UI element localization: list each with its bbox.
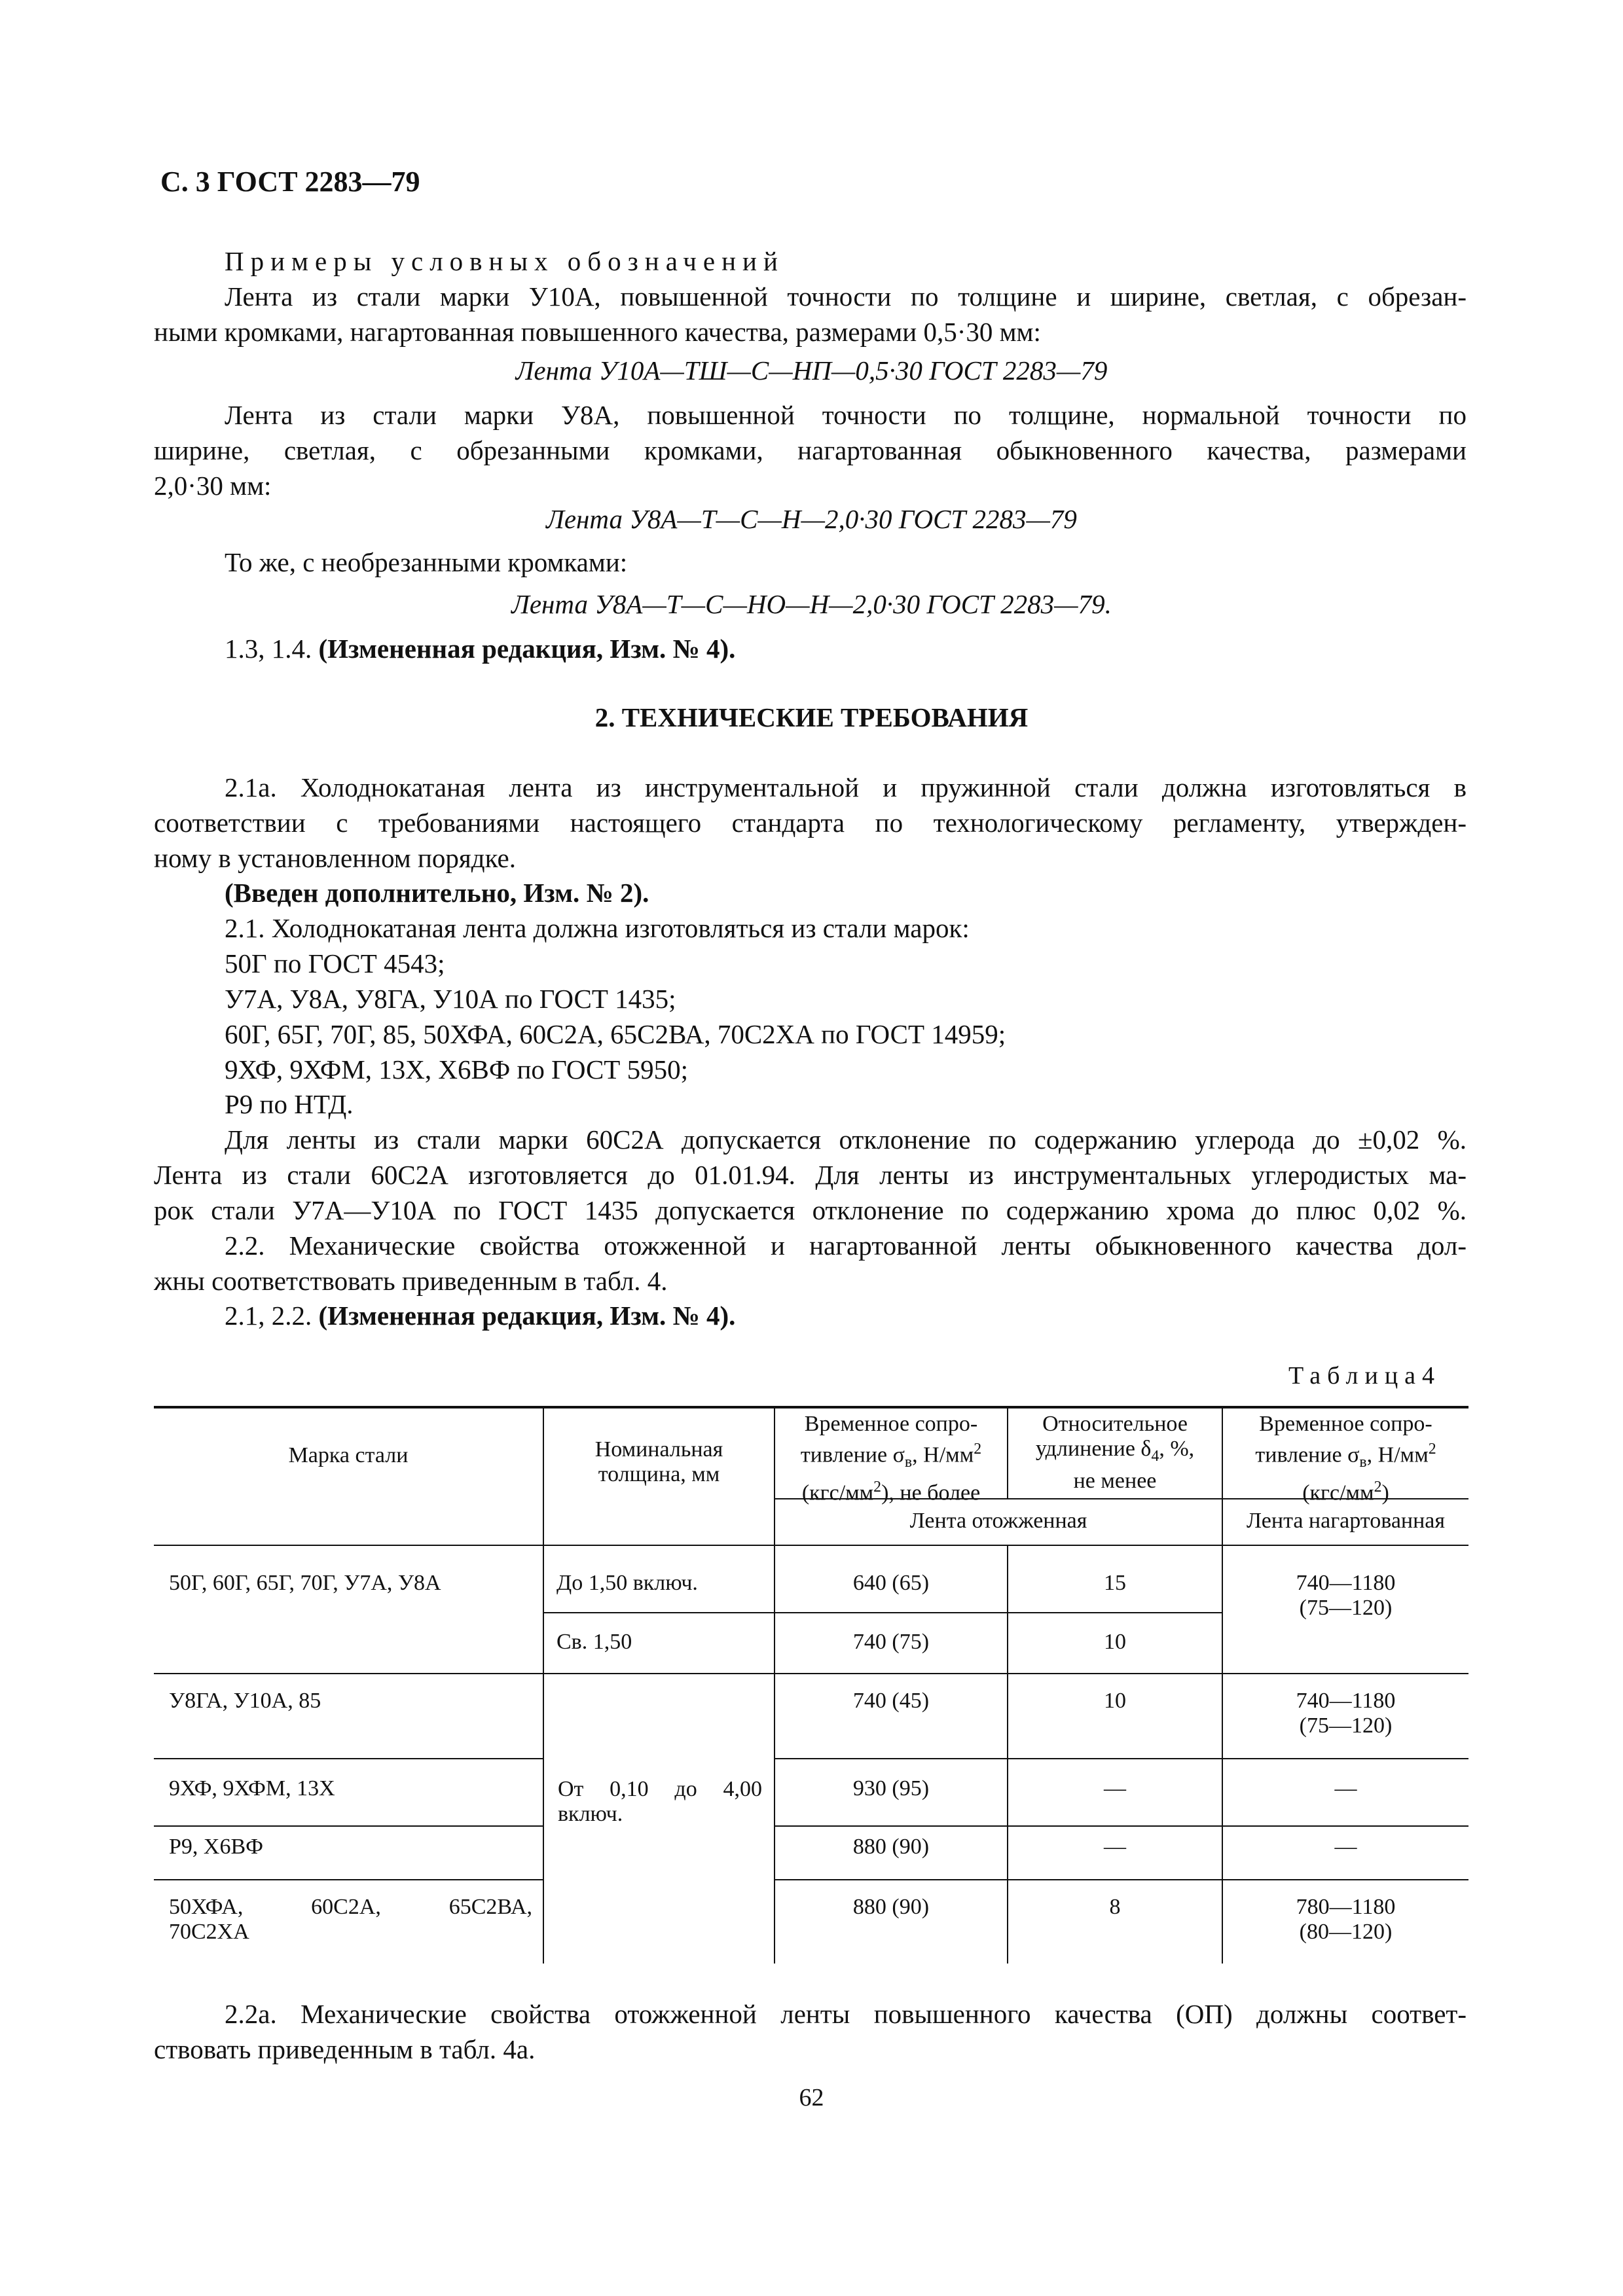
p22-line-2: жны соответствовать приведенным в табл. 4.: [154, 1266, 668, 1296]
section-2-title: 2. ТЕХНИЧЕСКИЕ ТРЕБОВАНИЯ: [594, 702, 1029, 732]
cell-thickness-merged-line-1: От 0,10 до 4,00: [558, 1777, 762, 1801]
example-1-formula: Лента У10А—ТШ—С—НП—0,5·30 ГОСТ 2283—79: [515, 355, 1108, 386]
header-tensile-annealed: [775, 1412, 1007, 1505]
change-note-2-bold: (Измененная редакция, Изм. № 4).: [318, 1300, 736, 1331]
cell-hardened-merged: [1223, 1571, 1468, 1621]
cell-tensile: 640 (65): [852, 1571, 930, 1595]
page-header: С. 3 ГОСТ 2283—79: [160, 166, 420, 198]
change-note-2: [225, 1298, 735, 1333]
cell-thickness-merged: [558, 1777, 762, 1827]
steel-list-item: У7А, У8А, У8ГА, У10А по ГОСТ 1435;: [225, 984, 676, 1014]
p22a-line-2: ствовать приведенным в табл. 4а.: [154, 2034, 536, 2064]
cell-hardened: —: [1334, 1776, 1357, 1801]
header-tensile-line-3-sup: 2: [873, 1479, 882, 1496]
table-header-bottom-line: [154, 1545, 1468, 1546]
example-3-formula: Лента У8А—Т—С—НО—Н—2,0·30 ГОСТ 2283—79.: [511, 589, 1112, 619]
cell-elongation: —: [1104, 1776, 1126, 1801]
cell-grade-line-2: 70С2ХА: [169, 1920, 249, 1944]
header-annealed-strip: Лента отожженная: [909, 1509, 1087, 1533]
header-elongation-line-1: Относительное: [1042, 1412, 1188, 1436]
cell-grade: 9ХФ, 9ХФМ, 13Х: [169, 1776, 335, 1801]
p21-deviation-line-3: рок стали У7А—У10А по ГОСТ 1435 допускается отклонение по содержанию хрома до плюс 0,02 %.: [154, 1195, 1467, 1225]
table-row-line: [543, 1612, 1222, 1613]
header-tensile2-line-2: [1223, 1437, 1468, 1475]
header-tensile-line-2b: , Н/мм: [912, 1443, 974, 1467]
table-row-line: [775, 1825, 1468, 1827]
p21-deviation-line-1: Для ленты из стали марки 60С2А допускается отклонение по содержанию углерода до ±0,02 %.: [225, 1124, 1467, 1155]
header-hardened-strip: Лента нагартованная: [1246, 1509, 1446, 1533]
change-note-2-prefix: 2.1, 2.2.: [225, 1300, 319, 1331]
cell-elongation: 15: [1104, 1571, 1126, 1595]
cell-hardened: [1223, 1689, 1468, 1738]
header-tensile-line-3: [775, 1475, 1007, 1505]
table-row-line: [154, 1673, 1468, 1674]
p21-deviation-line-2: Лента из стали 60С2А изготовляется до 01.01.94. Для ленты из инструментальных углеродистых ма-: [154, 1160, 1467, 1190]
cell-grade: 50Г, 60Г, 65Г, 70Г, У7А, У8А: [169, 1571, 441, 1595]
header-tensile-line-1: Временное сопро-: [804, 1412, 978, 1436]
change-note-1-bold: (Измененная редакция, Изм. № 4).: [318, 634, 736, 664]
header-thickness: [544, 1437, 774, 1487]
cell-grade: У8ГА, У10А, 85: [169, 1689, 321, 1713]
cell-hardened-line-1: 780—1180: [1296, 1895, 1396, 1919]
header-elongation-line-3: не менее: [1073, 1468, 1157, 1493]
p21a-line-1: 2.1а. Холоднокатаная лента из инструментальной и пружинной стали должна изготовляться в: [225, 772, 1467, 802]
cell-thickness: До 1,50 включ.: [556, 1571, 698, 1595]
header-tensile2-sup: 2: [1428, 1441, 1436, 1458]
cell-hardened-line-1: 740—1180: [1296, 1689, 1396, 1713]
cell-elongation: —: [1104, 1835, 1126, 1859]
cell-thickness-merged-line-2: включ.: [558, 1802, 623, 1826]
header-tensile-hardened: [1223, 1412, 1468, 1505]
change-note-1: [225, 631, 735, 666]
examples-title: Примеры условных обозначений: [225, 246, 784, 276]
header-tensile2-line-3-sup: 2: [1374, 1479, 1382, 1496]
example-2-formula: Лента У8А—Т—С—Н—2,0·30 ГОСТ 2283—79: [546, 504, 1077, 534]
change-note-1-prefix: 1.3, 1.4.: [225, 634, 319, 664]
table-caption: Таблица4: [1288, 1362, 1442, 1390]
cell-tensile: 930 (95): [852, 1776, 930, 1801]
cell-tensile: 880 (90): [852, 1835, 930, 1859]
steel-list-item: Р9 по НТД.: [225, 1089, 354, 1119]
example-2-line-3: 2,0·30 мм:: [154, 471, 272, 501]
header-thickness-line-1: Номинальная: [594, 1437, 723, 1462]
header-tensile2-sub: в: [1359, 1454, 1367, 1471]
header-tensile2-line-3a: (кгс/мм: [1302, 1480, 1374, 1505]
header-tensile-line-3a: (кгс/мм: [801, 1480, 874, 1505]
example-1-line-1: Лента из стали марки У10А, повышенной точности по толщине и ширине, светлая, с обрезан-: [225, 281, 1467, 312]
example-2-line-2: ширине, светлая, с обрезанными кромками, нагартованная обыкновенного качества, размерами: [154, 435, 1467, 465]
example-1-line-2: ными кромками, нагартованная повышенного качества, размерами 0,5·30 мм:: [154, 317, 1041, 347]
header-elongation-line-2: [1008, 1437, 1222, 1469]
table-row-line: [154, 1825, 543, 1827]
header-tensile-line-2: [775, 1437, 1007, 1475]
cell-grade: Р9, Х6ВФ: [169, 1835, 264, 1859]
header-thickness-line-2: толщина, мм: [598, 1462, 720, 1486]
header-tensile2-line-3b: ): [1381, 1480, 1389, 1505]
header-elongation-line-2a: удлинение δ: [1035, 1437, 1152, 1461]
table-row-line: [154, 1879, 543, 1880]
steel-list-item: 60Г, 65Г, 70Г, 85, 50ХФА, 60С2А, 65С2ВА, 70С2ХА по ГОСТ 14959;: [225, 1019, 1006, 1049]
header-tensile-sub: в: [904, 1454, 913, 1471]
header-tensile-line-3b: ), не более: [881, 1480, 981, 1505]
cell-tensile: 880 (90): [852, 1895, 930, 1919]
header-grade: Марка стали: [288, 1443, 409, 1467]
p21-line-1: 2.1. Холоднокатаная лента должна изготовляться из стали марок:: [225, 913, 970, 943]
p21a-line-2: соответствии с требованиями настоящего стандарта по технологическому регламенту, утвержден-: [154, 808, 1467, 838]
cell-hardened-line-2: (80—120): [1299, 1920, 1393, 1944]
cell-hardened-line-1: 740—1180: [1296, 1571, 1396, 1595]
cell-tensile: 740 (45): [852, 1689, 930, 1713]
header-tensile2-line-2a: тивление σ: [1255, 1443, 1360, 1467]
cell-elongation: 10: [1104, 1630, 1126, 1654]
cell-elongation: 10: [1104, 1689, 1126, 1713]
cell-hardened-line-2: (75—120): [1299, 1713, 1393, 1738]
cell-hardened: —: [1334, 1835, 1357, 1859]
cell-hardened: [1223, 1895, 1468, 1945]
table-row-line: [775, 1879, 1468, 1880]
header-tensile-sup: 2: [974, 1441, 982, 1458]
cell-elongation: 8: [1109, 1895, 1121, 1919]
p21a-note: (Введен дополнительно, Изм. № 2).: [225, 878, 649, 908]
header-elongation-sub: 4: [1151, 1447, 1159, 1465]
cell-tensile: 740 (75): [852, 1630, 930, 1654]
steel-list-item: 9ХФ, 9ХФМ, 13Х, Х6ВФ по ГОСТ 5950;: [225, 1054, 688, 1085]
p21a-line-3: ному в установленном порядке.: [154, 843, 516, 873]
table-col-line: [543, 1407, 544, 1964]
cell-hardened-line-2: (75—120): [1299, 1596, 1393, 1620]
header-tensile2-line-2b: , Н/мм: [1366, 1443, 1429, 1467]
header-tensile-line-2a: тивление σ: [800, 1443, 905, 1467]
header-elongation: [1008, 1412, 1222, 1494]
example-3-line-1: То же, с необрезанными кромками:: [225, 547, 628, 577]
header-tensile2-line-3: [1223, 1475, 1468, 1505]
table-row-line: [775, 1758, 1468, 1759]
steel-list-item: 50Г по ГОСТ 4543;: [225, 948, 445, 978]
header-elongation-line-2b: , %,: [1159, 1437, 1195, 1461]
p22-line-1: 2.2. Механические свойства отожженной и нагартованной ленты обыкновенного качества дол-: [225, 1230, 1467, 1261]
table-row-line: [154, 1758, 543, 1759]
page-number: 62: [799, 2084, 824, 2111]
cell-grade: [169, 1895, 532, 1945]
header-tensile2-line-1: Временное сопро-: [1259, 1412, 1432, 1436]
cell-grade-line-1: 50ХФА, 60С2А, 65С2ВА,: [169, 1895, 532, 1919]
p22a-line-1: 2.2а. Механические свойства отожженной ленты повышенного качества (ОП) должны соответ-: [225, 1999, 1467, 2029]
example-2-line-1: Лента из стали марки У8А, повышенной точности по толщине, нормальной точности по: [225, 400, 1467, 430]
cell-thickness: Св. 1,50: [556, 1630, 632, 1654]
table-top-border: [154, 1406, 1468, 1408]
